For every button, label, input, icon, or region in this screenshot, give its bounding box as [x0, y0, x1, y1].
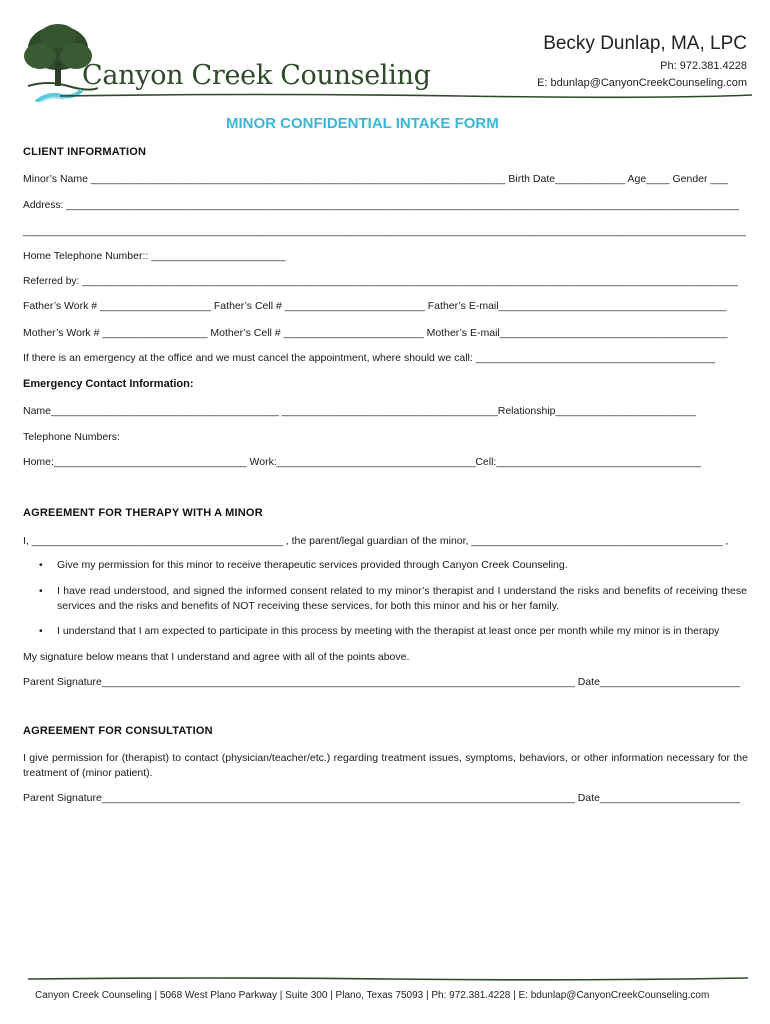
parent-signature-field[interactable]: Parent Signature_________________________________________________________________________________ Date________________________	[23, 676, 741, 688]
address-field[interactable]: Address: ______________________________________________________________________________________________________________________	[23, 200, 739, 211]
telephone-numbers-label: Telephone Numbers:	[23, 431, 120, 443]
section-heading-agreement-minor: AGREEMENT FOR THERAPY WITH A MINOR	[23, 507, 263, 519]
footer-contact: Canyon Creek Counseling | 5068 West Plano Parkway | Suite 300 | Plano, Texas 75093 | Ph: 972.381.4228 | E: bdunlap@CanyonCreekCounseling.com	[35, 990, 710, 1001]
header-phone: Ph: 972.381.4228	[660, 60, 747, 72]
home-phone-field[interactable]: Home Telephone Number:: _______________________	[23, 250, 286, 262]
consultation-signature-field[interactable]: Parent Signature_________________________________________________________________________________ Date________________________	[23, 792, 741, 804]
guardian-name-field[interactable]: I, ___________________________________________ , the parent/legal guardian of the minor, ___________________________________________ ,	[23, 535, 729, 547]
footer-divider	[28, 975, 748, 983]
bullet-item: • I understand that I am expected to participate in this process by meeting with the therapist at least once per month while my minor is in therapy	[57, 624, 757, 639]
emergency-name-field[interactable]: Name_______________________________________ _____________________________________Relationship________________________	[23, 405, 696, 417]
header-email: E: bdunlap@CanyonCreekCounseling.com	[537, 77, 747, 89]
father-contact-fields[interactable]: Father’s Work # ___________________ Father’s Cell # ________________________ Father’s E-mail_______________________________________	[23, 300, 727, 312]
signature-note: My signature below means that I understand and agree with all of the points above.	[23, 651, 410, 663]
logo-text: Canyon Creek Counseling	[82, 60, 431, 91]
bullet-item: • I have read understood, and signed the informed consent related to my minor’s therapist and I understand the risks and benefits of receiving these services and the risks and benefits of NOT receiving these services, for both this minor and his or her family.	[57, 584, 747, 614]
form-title: MINOR CONFIDENTIAL INTAKE FORM	[226, 115, 499, 132]
header-divider	[60, 92, 752, 100]
section-heading-consultation: AGREEMENT FOR CONSULTATION	[23, 725, 213, 737]
bullet-item: • Give my permission for this minor to receive therapeutic services provided through Canyon Creek Counseling.	[57, 558, 747, 573]
emergency-phone-fields[interactable]: Home:_________________________________ Work:__________________________________Cell:___________________________________	[23, 456, 701, 468]
address-line-2-field[interactable]: __________________________________________________________________________________________________________________________________	[23, 226, 746, 237]
minor-name-field[interactable]: Minor’s Name _______________________________________________________________________ Birth Date____________ Age____ Gender ___	[23, 173, 728, 185]
section-heading-emergency: Emergency Contact Information:	[23, 378, 194, 390]
emergency-call-field[interactable]: If there is an emergency at the office and we must cancel the appointment, where should we call: _________________________________________	[23, 352, 716, 364]
consultation-text: I give permission for (therapist) to contact (physician/teacher/etc.) regarding treatment issues, symptoms, behaviors, or other information necessary for the treatment of (minor patient).	[23, 752, 748, 779]
referred-by-field[interactable]: Referred by: ___________________________________________________________________________________________________________________	[23, 276, 738, 287]
section-heading-client-info: CLIENT INFORMATION	[23, 146, 147, 158]
mother-contact-fields[interactable]: Mother’s Work # __________________ Mother’s Cell # ________________________ Mother’s E-mail_______________________________________	[23, 327, 728, 339]
therapist-name: Becky Dunlap, MA, LPC	[543, 33, 747, 54]
